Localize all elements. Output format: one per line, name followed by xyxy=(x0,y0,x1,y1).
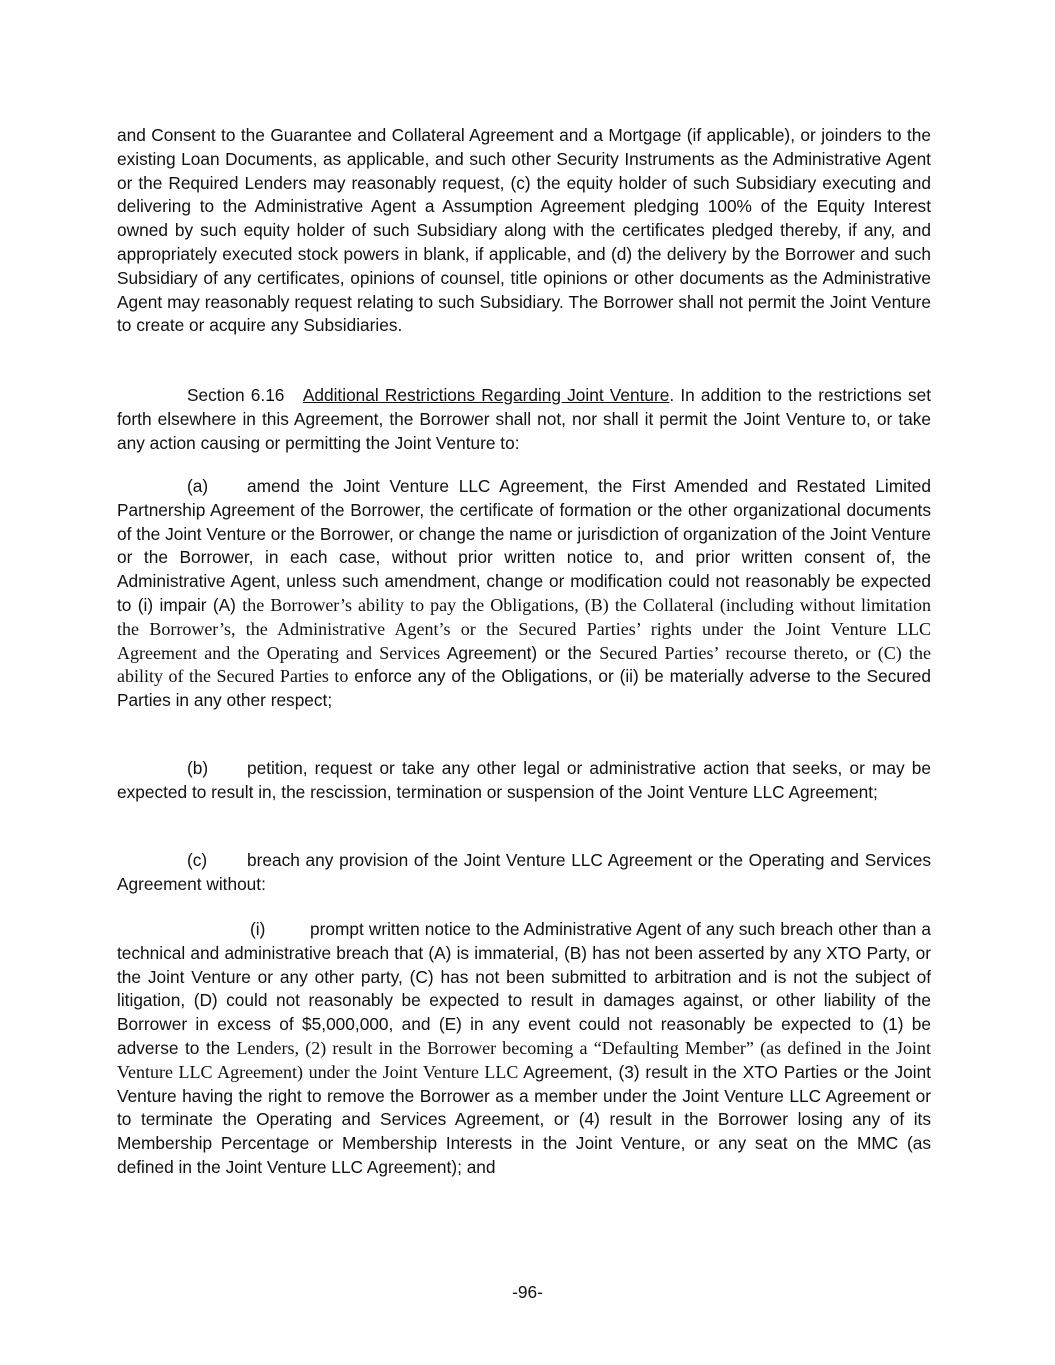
clause-c-i xyxy=(117,918,931,1180)
text: petition, request or take any other legal or administrative action that seeks, or may be expected to result in, the rescission, termination or suspension of the Joint Venture LLC Agreement; xyxy=(117,758,931,802)
clause-b xyxy=(117,757,931,805)
clause-label: (c) xyxy=(187,850,208,870)
clause-c xyxy=(117,849,931,897)
text: prompt written notice to the Administrative Agent of any such breach other than a technical and administrative breach that (A) is immaterial, (B) has not been asserted by any XTO Party, or the Joint Venture or any other party, (C) has not been submitted to arbitration and is not the subject of litigation, (D) could not reasonably be expected to result in damages against, or other liability of the Borrower in excess of $5,000,000, and (E) in any event could not reasonably be expected to (1) be adverse to the xyxy=(117,919,931,1058)
section-body: . In addition to the restrictions set forth elsewhere in this Agreement, the Borrower shall not, nor shall it permit the Joint Venture to, or take any action causing or permitting the Joint Venture to: xyxy=(117,385,932,453)
text: amend the Joint Venture LLC Agreement, the First Amended and Restated Limited Partnership Agreement of the Borrower, the certificate of formation or the other organizational documents of the Joint Venture or the Borrower, or change the name or jurisdiction of organization of the Joint Venture or the Borrower, in each case, without prior written notice to, and prior written consent of, the Administrative Agent, unless such amendment, change or modification could not reasonably be expected to (i) impair (A) xyxy=(117,476,931,615)
text: enforce any of the Obligations, or (ii) be materially adverse to the Secured Parties in any other respect; xyxy=(117,666,931,711)
section-number: Section 6.16 xyxy=(187,385,285,405)
text: Agreement) or the xyxy=(440,642,600,663)
section-6-16 xyxy=(117,384,931,455)
text: Lenders, (2) result in the Borrower becoming a “Defaulting Member” (as defined in the Joint Venture LLC Agreement) under the Joint Venture LLC xyxy=(117,1037,931,1082)
paragraph-continuation xyxy=(117,124,931,338)
text: the Borrower’s ability to pay the Obligations, (B) the Collateral (including without limitation the Borrower’s, the Administrative Agent’s or the Secured Parties’ rights under the Joint Venture LLC Agreement and the Operating and Services xyxy=(117,594,931,663)
text: Agreement, (3) result in the XTO Parties or the Joint Venture having the right to remove the Borrower as a member under the Joint Venture LLC Agreement or to terminate the Operating and Services Agreement, or (4) result in the Borrower losing any of its Membership Percentage or Membership Interests in the Joint Venture, or any seat on the MMC (as defined in the Joint Venture LLC Agreement); and xyxy=(117,1061,931,1177)
clause-label: (i) xyxy=(250,919,266,939)
clause-label: (a) xyxy=(187,476,209,496)
text: and Consent to the Guarantee and Collateral Agreement and a Mortgage (if applicable), or joinders to the existing Loan Documents, as applicable, and such other Security Instruments as the Administrative Agent or the Required Lenders may reasonably request, (c) the equity holder of such Subsidiary executing and delivering to the Administrative Agent a Assumption Agreement pledging 100% of the Equity Interest owned by such equity holder of such Subsidiary along with the certificates pledged thereby, if any, and appropriately executed stock powers in blank, if applicable, and (d) the delivery by the Borrower and such Subsidiary of any certificates, opinions of counsel, title opinions or other documents as the Administrative Agent may reasonably request relating to such Subsidiary. The Borrower shall not permit the Joint Venture to create or acquire any Subsidiaries. xyxy=(117,125,931,336)
page-number: -96- xyxy=(512,1282,543,1302)
clause-a xyxy=(117,475,931,713)
text: breach any provision of the Joint Venture LLC Agreement or the Operating and Services Agreement without: xyxy=(117,850,931,894)
clause-label: (b) xyxy=(187,758,209,778)
text: Secured Parties’ recourse thereto, or (C) the ability of the Secured Parties to xyxy=(117,642,931,687)
section-title: Additional Restrictions Regarding Joint Venture xyxy=(302,385,670,405)
